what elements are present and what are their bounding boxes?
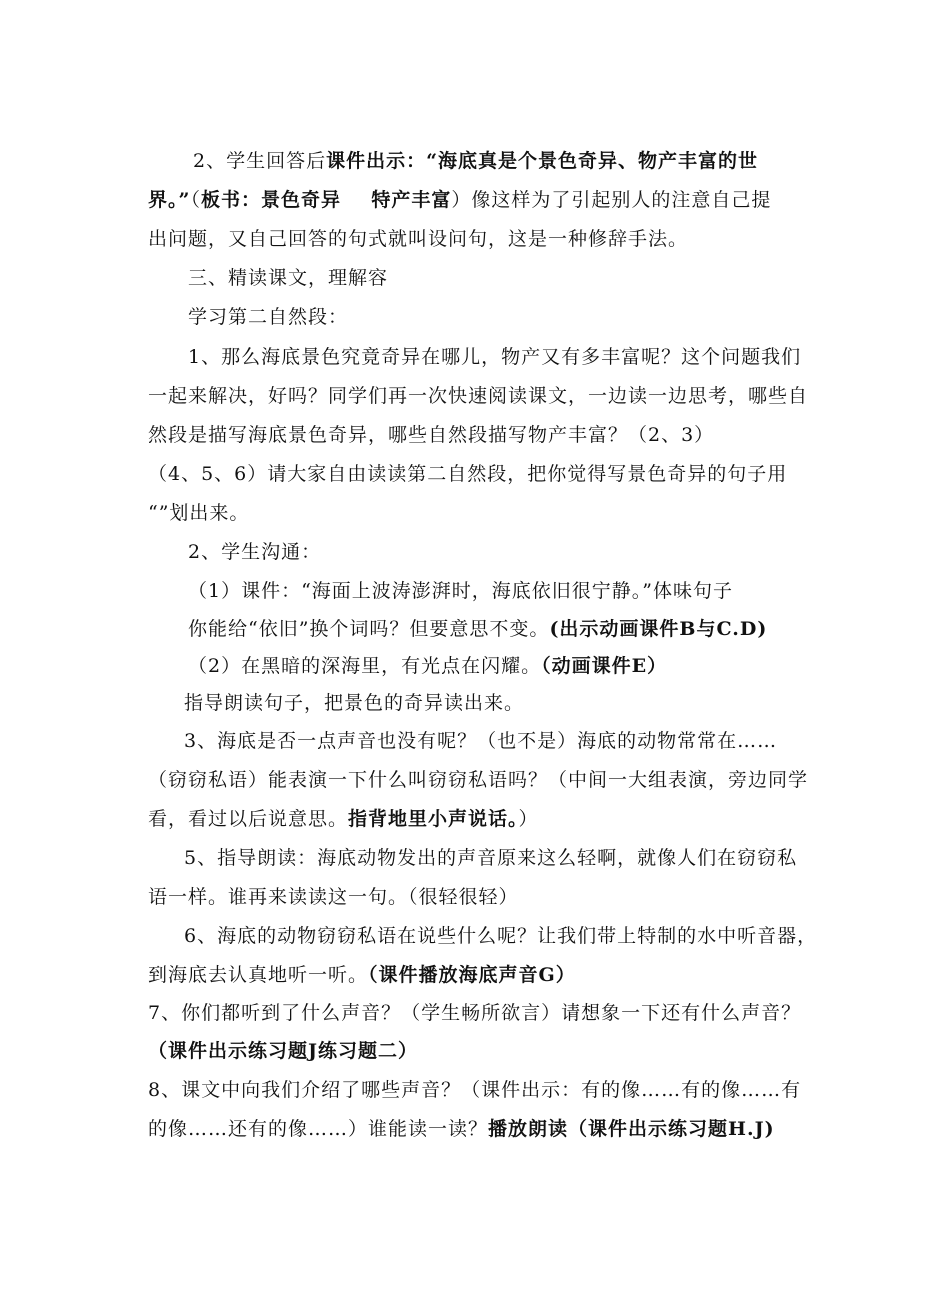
text-line xyxy=(184,729,777,753)
text-line xyxy=(188,654,667,678)
text-segment: 6、海底的动物窃窃私语在说些什么呢？让我们带上特制的水中听音器， xyxy=(184,925,818,947)
text-segment: （1）课件：“海面上波涛澎湃时，海底依旧很宁静。”体味句子 xyxy=(188,580,734,602)
text-line xyxy=(148,384,808,408)
text-segment: 三、精读课文，理解容 xyxy=(188,267,389,289)
text-line xyxy=(188,266,388,290)
text-line xyxy=(148,768,808,792)
text-segment: 5、指导朗读：海底动物发出的声音原来这么轻啊，就像人们在窃窃私 xyxy=(184,847,798,869)
text-segment: 的像……还有的像……）谁能读一读？ xyxy=(148,1118,489,1140)
text-line xyxy=(184,924,817,948)
text-line xyxy=(148,462,787,486)
text-segment: 指导朗读句子，把景色的奇异读出来。 xyxy=(184,692,525,714)
text-line xyxy=(148,188,771,212)
text-line xyxy=(184,846,797,870)
text-line xyxy=(148,885,519,909)
text-segment-bold: 课件出示：“海底真是个景色奇异、物产丰富的世 xyxy=(326,150,759,172)
text-segment: 看，看过以后说意思。 xyxy=(148,808,349,830)
text-segment: “”划出来。 xyxy=(148,502,250,524)
text-segment-bold: 界。” xyxy=(148,189,191,211)
text-segment: 2、学生沟通： xyxy=(188,541,322,563)
text-segment-bold: （课件播放海底声音G） xyxy=(368,964,576,986)
text-segment: 1、那么海底景色究竟奇异在哪儿，物产又有多丰富呢？这个问题我们 xyxy=(188,346,802,368)
text-segment: 3、海底是否一点声音也没有呢？（也不是）海底的动物常常在…… xyxy=(184,730,778,752)
text-line xyxy=(188,345,801,369)
text-line xyxy=(148,1078,801,1102)
text-segment: 学习第二自然段： xyxy=(188,306,349,328)
text-segment: 8、课文中向我们介绍了哪些声音？（课件出示：有的像……有的像……有 xyxy=(148,1079,802,1101)
text-segment-bold: （课件出示练习题J练习题二） xyxy=(148,1040,418,1062)
text-line xyxy=(148,423,714,447)
text-segment: 到海底去认真地听一听。 xyxy=(148,964,369,986)
text-segment: （4、5、6）请大家自由读读第二自然段，把你觉得写景色奇异的句子用 xyxy=(148,463,788,485)
text-segment: ） xyxy=(518,808,539,830)
text-line xyxy=(148,963,576,987)
text-segment: 2、学生回答后 xyxy=(193,150,327,172)
text-line xyxy=(184,691,524,715)
text-segment-bold: (出示动画课件B与C.D) xyxy=(549,618,768,640)
text-segment-bold: 指背地里小声说话。 xyxy=(348,808,519,830)
text-segment: 语一样。谁再来读读这一句。（很轻很轻） xyxy=(148,886,519,908)
text-line xyxy=(148,501,249,525)
text-segment: 然段是描写海底景色奇异，哪些自然段描写物产丰富？（2、3） xyxy=(148,424,715,446)
text-line xyxy=(148,1117,775,1141)
text-segment: （2）在黑暗的深海里，有光点在闪耀。 xyxy=(188,655,542,677)
text-line xyxy=(148,1039,418,1063)
text-line xyxy=(188,579,733,603)
text-segment-bold: （动画课件E） xyxy=(541,655,668,677)
text-segment: （窃窃私语）能表演一下什么叫窃窃私语吗？（中间一大组表演，旁边同学 xyxy=(148,769,809,791)
text-line xyxy=(148,227,688,251)
text-line xyxy=(188,305,348,329)
text-segment-bold: 播放朗读（课件出示练习题H.J) xyxy=(488,1118,775,1140)
text-segment: 7、你们都听到了什么声音？（学生畅所欲言）请想象一下还有什么声音？ xyxy=(148,1002,802,1024)
text-segment: 一起来解决，好吗？同学们再一次快速阅读课文，一边读一边思考，哪些自 xyxy=(148,385,809,407)
text-segment: 你能给“依旧”换个词吗？但要意思不变。 xyxy=(188,618,550,640)
text-segment-bold: 板书：景色奇异 特产丰富 xyxy=(200,189,452,211)
text-line xyxy=(193,149,758,173)
text-line xyxy=(188,540,321,564)
text-segment: （ xyxy=(190,189,201,211)
text-line xyxy=(148,807,539,831)
text-line xyxy=(148,1001,801,1025)
text-segment: 出问题，又自己回答的句式就叫设问句，这是一种修辞手法。 xyxy=(148,228,689,250)
text-line xyxy=(188,617,767,641)
text-segment: ）像这样为了引起别人的注意自己提 xyxy=(451,189,772,211)
